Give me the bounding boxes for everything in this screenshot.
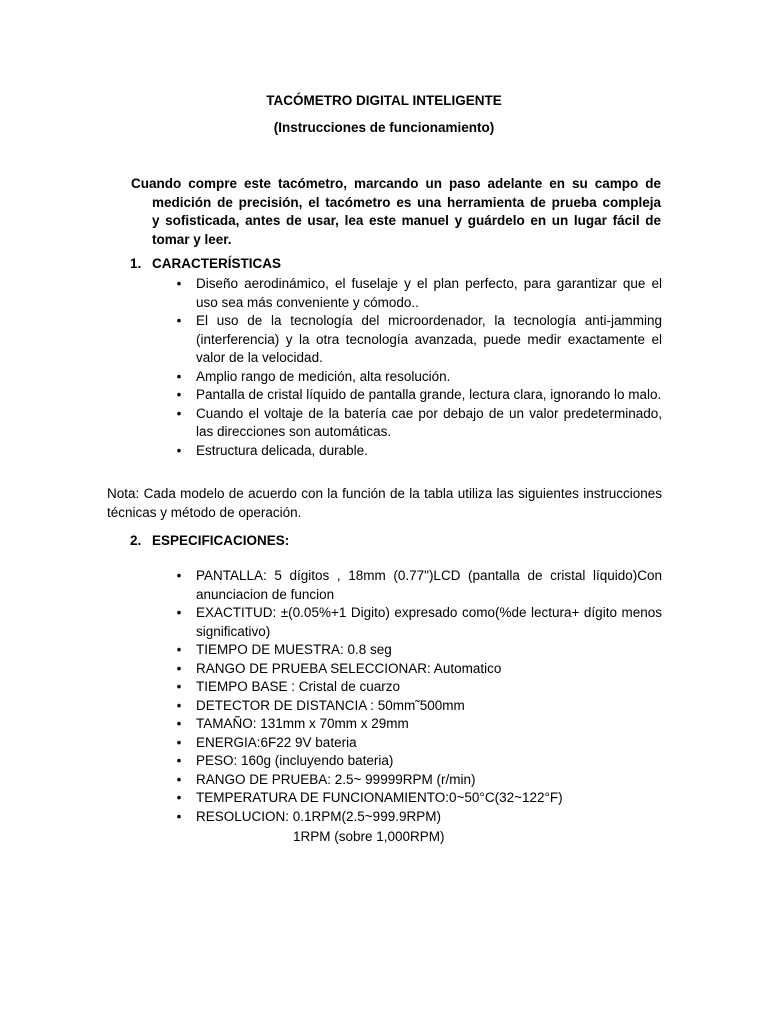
list-item (172, 312, 662, 368)
bullet-icon: • (176, 387, 182, 402)
list-item-text: Amplio rango de medición, alta resolución. (196, 368, 451, 384)
list-item (172, 734, 662, 753)
list-item-text: RESOLUCION: 0.1RPM(2.5~999.9RPM) (196, 808, 441, 824)
bullet-icon: • (176, 771, 182, 787)
intro-line: medición de precisión, el tacómetro es una herramienta de prueba compleja (152, 194, 661, 210)
section-heading-especificaciones (130, 532, 289, 551)
bullet-icon: • (176, 753, 182, 768)
section-number: 2. (130, 533, 142, 548)
intro-paragraph (131, 175, 661, 249)
list-item-text: Pantalla de cristal líquido de pantalla grande, lectura clara, ignorando lo malo. (196, 387, 662, 402)
section-title: CARACTERÍSTICAS (152, 256, 282, 271)
list-item-text: DETECTOR DE DISTANCIA : 50mm˜500mm (196, 697, 465, 713)
bullet-icon: • (176, 697, 182, 713)
document-subtitle: (Instrucciones de funcionamiento) (273, 120, 495, 135)
list-item-text: TIEMPO DE MUESTRA: 0.8 seg (196, 642, 392, 657)
list-item-text: TIEMPO BASE : Cristal de cuarzo (196, 679, 401, 694)
list-item-text: TAMAÑO: 131mm x 70mm x 29mm (196, 716, 409, 731)
bullet-icon: • (176, 660, 182, 676)
section-heading-caracteristicas (130, 255, 281, 274)
bullet-icon: • (176, 313, 182, 328)
document-title: TACÓMETRO DIGITAL INTELIGENTE (266, 93, 502, 108)
bullet-icon: • (176, 276, 182, 291)
note-paragraph: Nota: Cada modelo de acuerdo con la función de la tabla utiliza las siguientes instrucciones técnicas y método de operación. (107, 486, 662, 520)
list-item (172, 275, 662, 312)
bullet-icon: • (176, 679, 182, 694)
bullet-icon: • (176, 368, 182, 384)
list-item (172, 604, 662, 641)
list-item-text: RANGO DE PRUEBA: 2.5~ 99999RPM (r/min) (196, 771, 476, 787)
caracteristicas-list (172, 275, 662, 460)
bullet-icon: • (176, 405, 182, 421)
list-item (172, 405, 662, 442)
list-item-text: RANGO DE PRUEBA SELECCIONAR: Automatico (196, 660, 502, 676)
resolution-extra-line: 1RPM (sobre 1,000RPM) (293, 829, 445, 844)
list-item (172, 715, 662, 734)
list-item (172, 697, 662, 716)
list-item (172, 789, 662, 808)
bullet-icon: • (176, 734, 182, 750)
intro-line: tomar y leer. (152, 231, 232, 247)
list-item-text: Estructura delicada, durable. (196, 442, 368, 458)
list-item (172, 567, 662, 604)
list-item-text: PANTALLA: 5 dígitos , 18mm (0.77")LCD (pantalla de cristal líquido)Con anunciacion de funcion (196, 568, 662, 602)
list-item-text: Diseño aerodinámico, el fuselaje y el plan perfecto, para garantizar que el uso sea más conveniente y cómodo.. (196, 276, 662, 310)
bullet-icon: • (176, 808, 182, 824)
list-item (172, 808, 662, 827)
list-item-text: Cuando el voltaje de la batería cae por debajo de un valor predeterminado, las direcciones son automáticas. (196, 405, 662, 439)
list-item (172, 678, 662, 697)
intro-line: Cuando compre este tacómetro, marcando un paso adelante en su campo de (131, 176, 661, 191)
bullet-icon: • (176, 605, 182, 620)
list-item-text: ENERGIA:6F22 9V bateria (196, 734, 357, 750)
list-item (172, 442, 662, 461)
list-item (172, 752, 662, 771)
bullet-icon: • (176, 716, 182, 731)
bullet-icon: • (176, 642, 182, 657)
section-title: ESPECIFICACIONES: (152, 533, 290, 548)
especificaciones-list (172, 567, 662, 826)
list-item (172, 660, 662, 679)
list-item (172, 771, 662, 790)
list-item (172, 368, 662, 387)
intro-line: y sofisticada, antes de usar, lea este manuel y guárdelo en un lugar fácil de (152, 213, 661, 228)
list-item-text: EXACTITUD: ±(0.05%+1 Digito) expresado como(%de lectura+ dígito menos significativo) (196, 605, 662, 639)
section-number: 1. (130, 256, 142, 271)
bullet-icon: • (176, 790, 182, 805)
bullet-icon: • (176, 442, 182, 458)
list-item-text: El uso de la tecnología del microordenador, la tecnología anti-jamming (interferencia) y la otra tecnología avanzada, puede medir exactamente el valor de la velocidad. (196, 313, 662, 365)
list-item-text: TEMPERATURA DE FUNCIONAMIENTO:0~50°C(32~122°F) (196, 790, 563, 805)
list-item (172, 386, 662, 405)
list-item (172, 641, 662, 660)
list-item-text: PESO: 160g (incluyendo bateria) (196, 753, 394, 768)
bullet-icon: • (176, 568, 182, 583)
